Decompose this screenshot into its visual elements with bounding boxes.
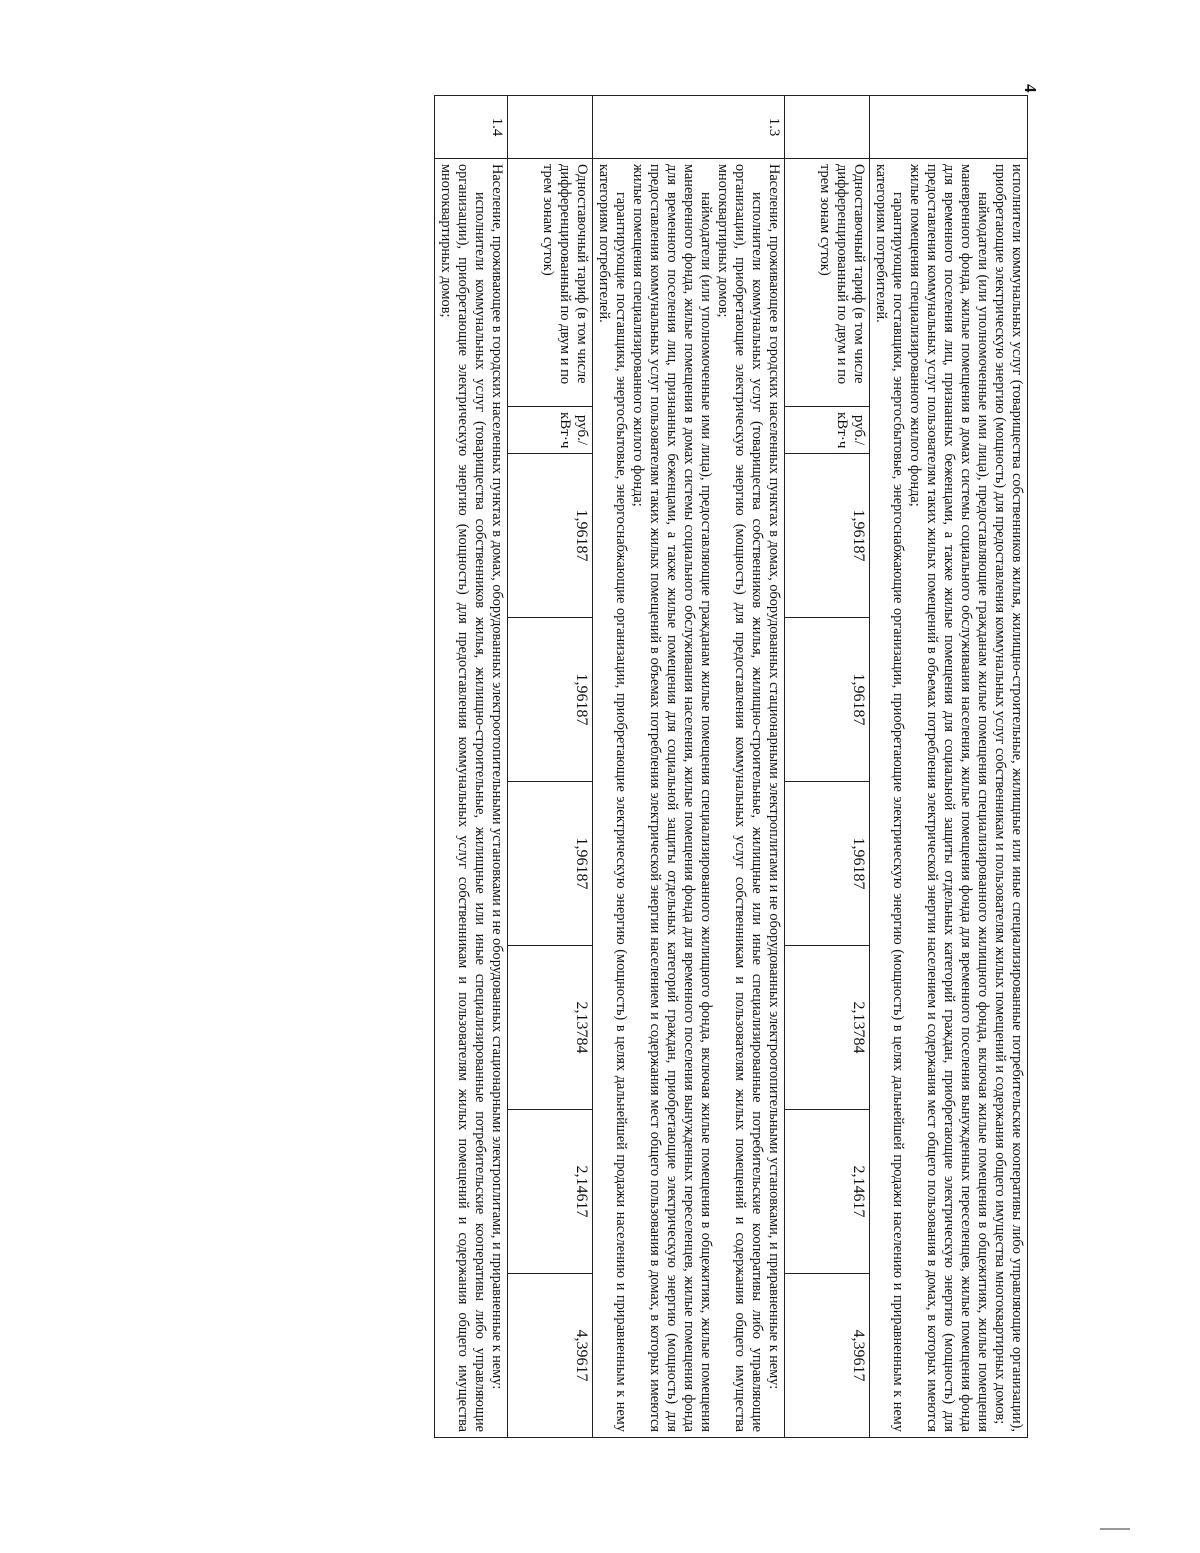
- description-cell: [870, 159, 1028, 1438]
- value-cell: 2,14617: [508, 1110, 593, 1274]
- value-cell: 1,96187: [508, 618, 593, 782]
- tariff-row: [508, 96, 593, 1438]
- value-cell: 1,96187: [508, 454, 593, 618]
- tariff-name-cell: Одноставочный тариф (в том числе дифференцированный по двум и по трем зонам суток): [785, 159, 870, 407]
- paragraph: исполнители коммунальных услуг (товарищества собственников жилья, жилищно-строительные, жилищные или иные специализированные потребительские кооперативы либо управляющие организации), приобретающие электрическую энергию (мощность) для предоставления коммунальных услуг собственникам и пользователям жилых помещений и содержания общего имущества многоквартирных домов;: [715, 164, 765, 1432]
- section-row-1-4: [435, 96, 508, 1438]
- section-row-1-3: [593, 96, 785, 1438]
- row-number-cell: [785, 96, 870, 159]
- value-cell: 2,13784: [785, 946, 870, 1110]
- description-cell: [593, 159, 785, 1438]
- unit-cell: руб./кВт·ч: [508, 407, 593, 454]
- value-cell: 1,96187: [785, 454, 870, 618]
- paragraph: Население, проживающее в городских населенных пунктах в домах, оборудованных электроотопительными установками и не оборудованных стационарными электроплитами, и приравненные к нему:: [489, 164, 505, 1390]
- row-number-cell: [508, 96, 593, 159]
- intro-description-row: [870, 96, 1028, 1438]
- unit-cell: руб./кВт·ч: [785, 407, 870, 454]
- value-cell: 2,14617: [785, 1110, 870, 1274]
- rotated-page-content: [96, 95, 1028, 1438]
- paragraph: исполнители коммунальных услуг (товарищества собственников жилья, жилищно-строительные, жилищные или иные специализированные потребительские кооперативы либо управляющие организации), приобретающие электрическую энергию (мощность) для предоставления коммунальных услуг собственникам и пользователям жилых помещений и содержания общего имущества многоквартирных домов;: [438, 164, 488, 1432]
- paragraph: исполнители коммунальных услуг (товарищества собственников жилья, жилищно-строительные, жилищные или иные специализированные потребительские кооперативы либо управляющие организации), приобретающие электрическую энергию (мощность) для предоставления коммунальных услуг собственникам и пользователям жилых помещений и содержания общего имущества многоквартирных домов;: [992, 164, 1025, 1432]
- paragraph: наймодатели (или уполномоченные ими лица), предоставляющие гражданам жилые помещения специализированного жилищного фонда, включая жилые помещения в общежитиях, жилые помещения маневренного фонда, жилые помещения в домах системы социального обслуживания населения, жилые помещения фонда для временного поселения вынужденных переселенцев, жилые помещения фонда для временного поселения лиц, признанных беженцами, а также жилые помещения для социальной защиты отдельных категорий граждан, приобретающие электрическую энергию (мощность) для предоставления коммунальных услуг пользователям таких жилых помещений в объемах потребления электрической энергии населением и содержания мест общего пользования в домах, в которых имеются жилые помещения специализированного жилого фонда;: [907, 164, 991, 1432]
- row-number-cell: 1.3: [593, 96, 785, 159]
- value-cell: 1,96187: [785, 618, 870, 782]
- description-cell: [435, 159, 508, 1438]
- tariff-row: [785, 96, 870, 1438]
- value-cell: 4,39617: [785, 1274, 870, 1438]
- value-cell: 1,96187: [785, 782, 870, 946]
- paragraph: гарантирующие поставщики, энергосбытовые, энергоснабжающие организации, приобретающие электрическую энергию (мощность) в целях дальнейшей продажи населению и приравненным к нему категориям потребителей.: [596, 164, 629, 1432]
- paragraph: гарантирующие поставщики, энергосбытовые, энергоснабжающие организации, приобретающие электрическую энергию (мощность) в целях дальнейшей продажи населению и приравненным к нему категориям потребителей.: [873, 164, 906, 1432]
- scan-mark: [1100, 1528, 1130, 1530]
- row-number-cell: [870, 96, 1028, 159]
- paragraph: наймодатели (или уполномоченные ими лица), предоставляющие гражданам жилые помещения специализированного жилищного фонда, включая жилые помещения в общежитиях, жилые помещения маневренного фонда, жилые помещения в домах системы социального обслуживания населения, жилые помещения фонда для временного поселения вынужденных переселенцев, жилые помещения фонда для временного поселения лиц, признанных беженцами, а также жилые помещения для социальной защиты отдельных категорий граждан, приобретающие электрическую энергию (мощность) для предоставления коммунальных услуг пользователям таких жилых помещений в объемах потребления электрической энергии населением и содержания мест общего пользования в домах, в которых имеются жилые помещения специализированного жилого фонда;: [630, 164, 714, 1432]
- tariff-table: [434, 95, 1028, 1438]
- tariff-name-cell: Одноставочный тариф (в том числе дифференцированный по двум и по трем зонам суток): [508, 159, 593, 407]
- page-number: 4: [1021, 84, 1040, 93]
- row-number-cell: 1.4: [435, 96, 508, 159]
- value-cell: 4,39617: [508, 1274, 593, 1438]
- value-cell: 1,96187: [508, 782, 593, 946]
- paragraph: Население, проживающее в городских населенных пунктах в домах, оборудованных стационарными электроплитами и не оборудованных электроотопительными установками, и приравненные к нему:: [766, 164, 782, 1390]
- value-cell: 2,13784: [508, 946, 593, 1110]
